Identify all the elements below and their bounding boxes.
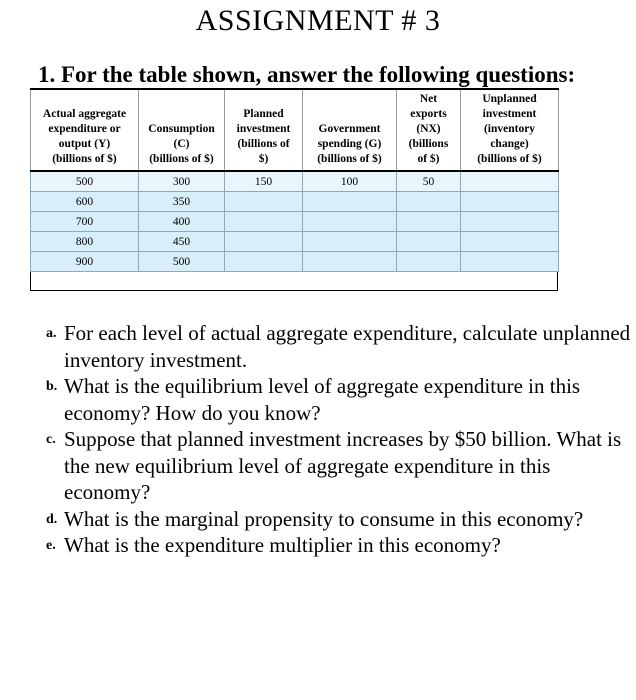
subquestion-a (46, 320, 636, 373)
table-header-row (31, 89, 559, 171)
table-cell: 100 (303, 171, 397, 192)
subquestion-c (46, 426, 636, 506)
table-cell: 50 (397, 171, 461, 192)
table-row (31, 192, 559, 212)
subquestion-text: Suppose that planned investment increases by $50 billion. What is the new equilibrium level of aggregate expenditure in this economy? (64, 427, 622, 504)
page-title: ASSIGNMENT # 3 (195, 4, 441, 37)
table-cell (225, 212, 303, 232)
table-cell (461, 171, 559, 192)
header-consumption: Consumption (C) (billions of $) (139, 89, 225, 171)
data-table-container (30, 88, 558, 291)
table-cell: 700 (31, 212, 139, 232)
table-cell (461, 192, 559, 212)
table-cell (303, 252, 397, 272)
table-cell (397, 252, 461, 272)
subquestion-list (46, 320, 636, 559)
table-cell: 900 (31, 252, 139, 272)
table-footer-row (30, 272, 558, 291)
subquestion-marker: a. (46, 326, 57, 341)
table-cell (303, 192, 397, 212)
subquestion-text: What is the marginal propensity to consume in this economy? (64, 506, 584, 531)
subquestion-text: What is the equilibrium level of aggregate expenditure in this economy? How do you know? (64, 374, 581, 425)
table-row (31, 232, 559, 252)
subquestion-text: For each level of actual aggregate expenditure, calculate unplanned inventory investment. (64, 321, 631, 372)
data-table (30, 88, 559, 272)
table-cell (461, 212, 559, 232)
subquestion-marker: d. (46, 511, 58, 527)
subquestion-marker: b. (46, 379, 58, 394)
table-cell: 350 (139, 192, 225, 212)
table-row (31, 212, 559, 232)
table-cell (461, 252, 559, 272)
table-cell (225, 252, 303, 272)
table-row (31, 171, 559, 192)
table-cell: 300 (139, 171, 225, 192)
header-planned-investment: Planned investment (billions of $) (225, 89, 303, 171)
table-cell: 150 (225, 171, 303, 192)
subquestion-marker: c. (46, 432, 56, 447)
table-cell (303, 212, 397, 232)
header-actual-aggregate-expenditure: Actual aggregate expenditure or output (Y) (billions of $) (31, 89, 139, 171)
question-heading: 1. For the table shown, answer the following questions: (38, 62, 576, 87)
table-cell (397, 232, 461, 252)
header-unplanned-investment: Unplanned investment (inventory change) (billions of $) (461, 89, 559, 171)
table-row (31, 252, 559, 272)
table-cell: 450 (139, 232, 225, 252)
subquestion-d (46, 506, 636, 533)
table-cell (397, 212, 461, 232)
table-cell: 800 (31, 232, 139, 252)
table-cell: 400 (139, 212, 225, 232)
subquestion-b (46, 373, 636, 426)
subquestion-marker: e. (46, 538, 56, 553)
header-government-spending: Government spending (G) (billions of $) (303, 89, 397, 171)
table-cell: 600 (31, 192, 139, 212)
table-cell: 500 (31, 171, 139, 192)
table-cell (461, 232, 559, 252)
table-cell (225, 192, 303, 212)
table-cell (397, 192, 461, 212)
table-cell (303, 232, 397, 252)
subquestion-e (46, 532, 636, 559)
subquestion-text: What is the expenditure multiplier in this economy? (64, 533, 501, 557)
header-net-exports: Net exports (NX) (billions of $) (397, 89, 461, 171)
table-cell (225, 232, 303, 252)
table-cell: 500 (139, 252, 225, 272)
